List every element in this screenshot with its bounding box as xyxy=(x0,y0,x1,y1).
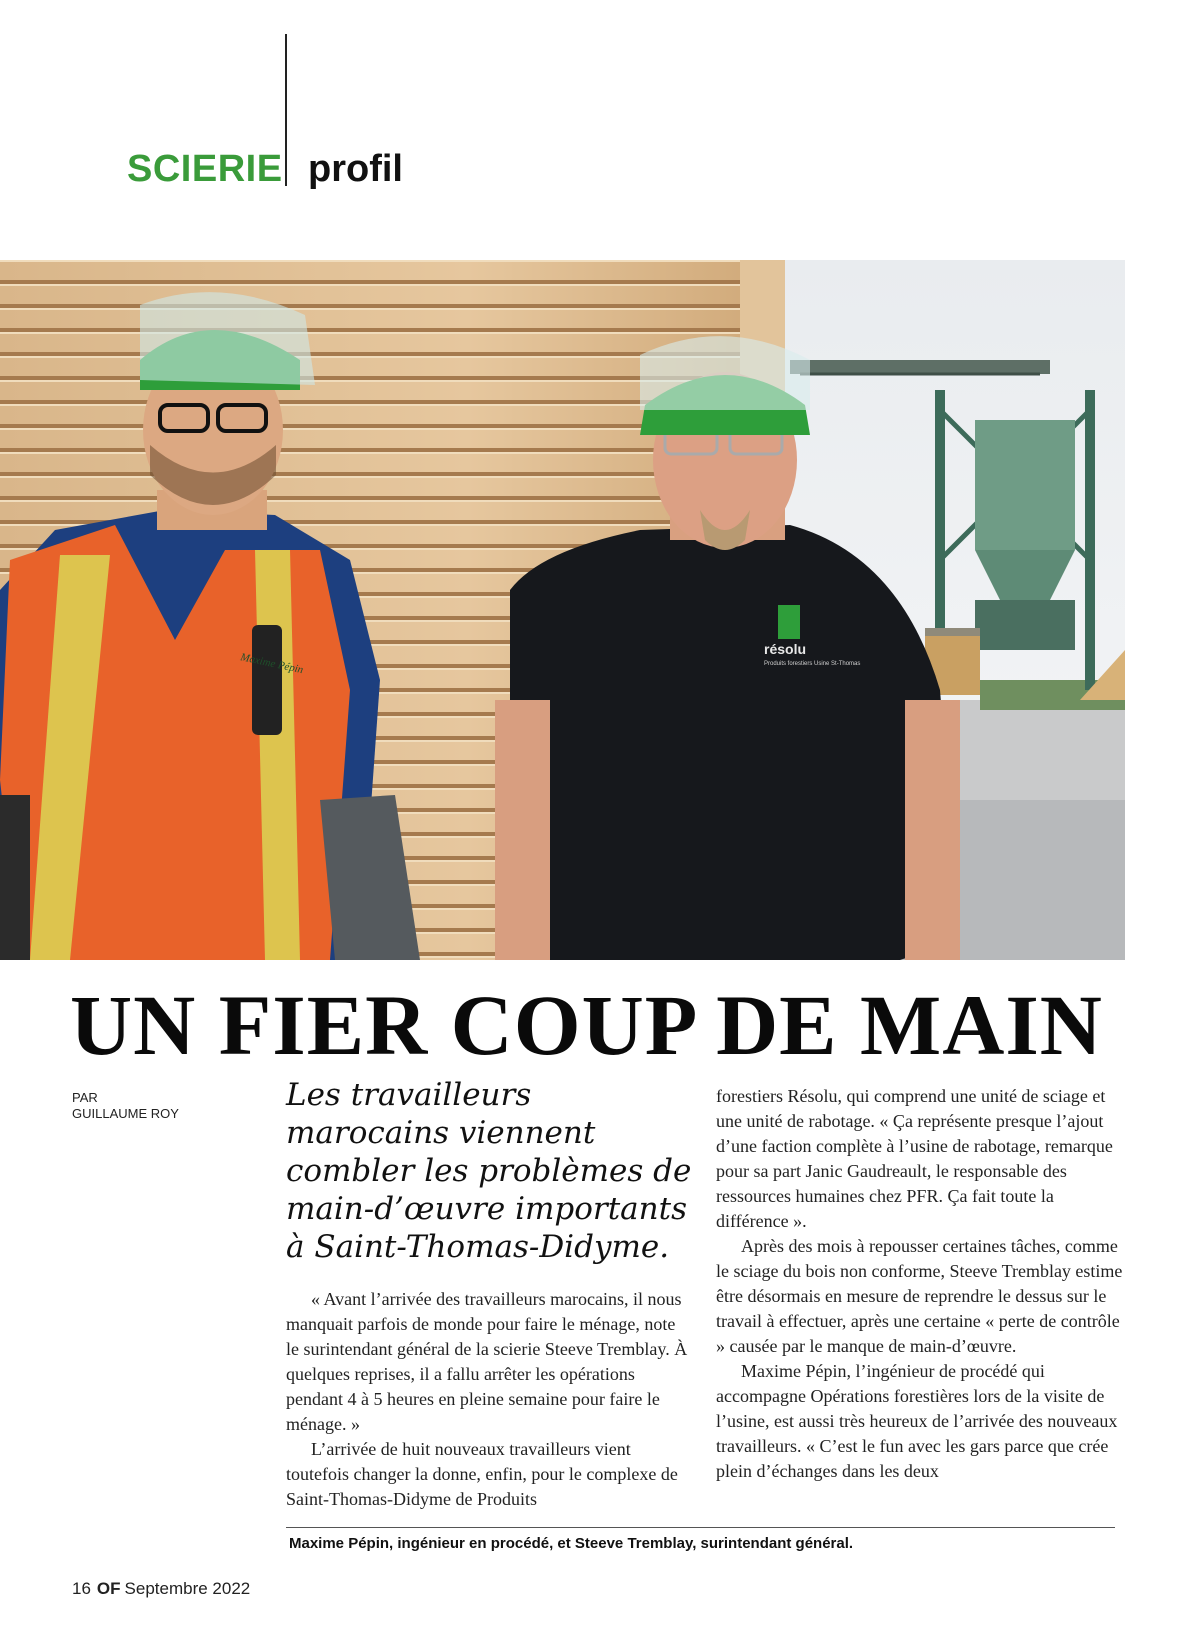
shirt-logo-subtext: Produits forestiers Usine St-Thomas xyxy=(764,661,861,667)
article-deck: Les travailleurs marocains viennent combler les problèmes de main-d’œuvre importants à Saint-Thomas-Didyme. xyxy=(286,1077,692,1265)
body-column-2 xyxy=(716,1084,1126,1484)
article-headline: UN FIER COUP DE MAIN xyxy=(70,977,1103,1073)
issue-date: Septembre 2022 xyxy=(124,1579,251,1598)
body-paragraph: Après des mois à repousser certaines tâches, comme le sciage du bois non conforme, Steeve Tremblay estime être désormais en mesure de reprendre le dessus sur le travail à effectuer, après une certaine « perte de contrôle » causée par le manque de main-d’œuvre. xyxy=(716,1236,1123,1356)
photo-caption: Maxime Pépin, ingénieur en procédé, et Steeve Tremblay, surintendant général. xyxy=(289,1535,854,1552)
body-paragraph: Maxime Pépin, l’ingénieur de procédé qui accompagne Opérations forestières lors de la visite de l’usine, est aussi très heureux de l’arrivée des nouveaux travailleurs. « C’est le fun avec les gars parce que crée plein d’échanges dans les deux xyxy=(716,1361,1118,1481)
byline xyxy=(72,1090,179,1122)
shirt-logo-text: résolu xyxy=(764,641,807,657)
vest-logo-text: Maxime Pépin xyxy=(239,651,305,677)
body-paragraph: L’arrivée de huit nouveaux travailleurs vient toutefois changer la donne, enfin, pour le complexe de Saint-Thomas-Didyme de Produits xyxy=(286,1439,678,1509)
body-column-1 xyxy=(286,1287,691,1512)
section-header xyxy=(0,0,1200,240)
body-paragraph: forestiers Résolu, qui comprend une unité de sciage et une unité de rabotage. « Ça représente presque l’ajout d’une faction complète à l’usine de rabotage, remarque pour sa part Janic Gaudreault, le responsable des ressources humaines chez PFR. Ça fait toute la différence ». xyxy=(716,1086,1113,1231)
page-number: 16 xyxy=(72,1579,91,1598)
section-name: SCIERIE xyxy=(127,148,283,190)
section-subtitle: profil xyxy=(308,148,403,190)
byline-author: GUILLAUME ROY xyxy=(72,1106,179,1121)
byline-prefix: PAR xyxy=(72,1090,98,1105)
caption-rule xyxy=(286,1527,1115,1528)
feature-photo xyxy=(0,260,1125,960)
folio xyxy=(72,1579,250,1599)
body-paragraph: « Avant l’arrivée des travailleurs marocains, il nous manquait parfois de monde pour faire le ménage, note le surintendant général de la scierie Steeve Tremblay. À quelques reprises, il a fallu arrêter les opérations pendant 4 à 5 heures en pleine semaine pour faire le ménage. » xyxy=(286,1289,688,1434)
section-divider xyxy=(285,34,287,186)
magazine-brand: OF xyxy=(96,1579,121,1598)
